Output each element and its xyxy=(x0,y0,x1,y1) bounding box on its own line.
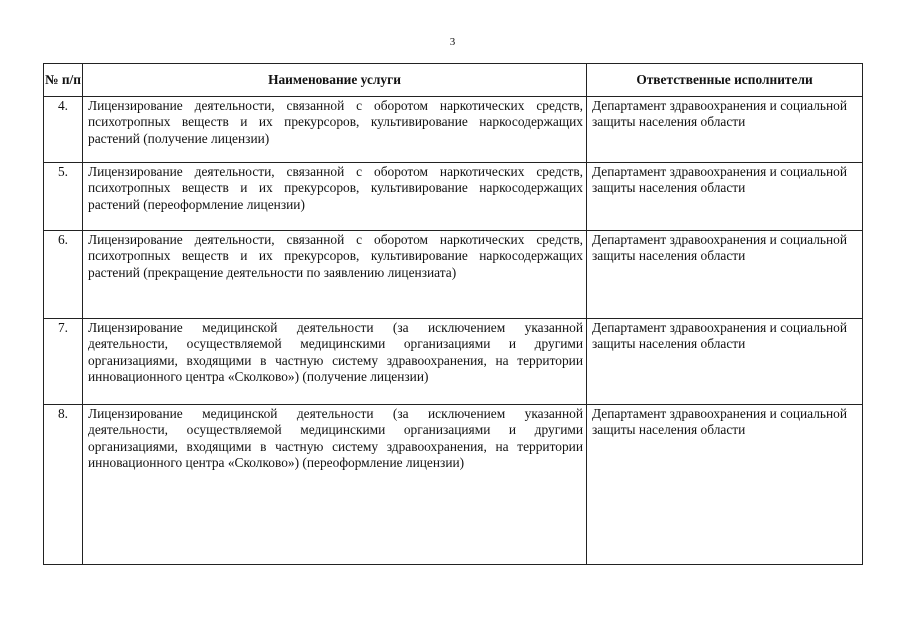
header-responsible: Ответственные исполнители xyxy=(587,64,863,97)
row-number: 5. xyxy=(44,163,83,231)
responsible-executor: Департамент здравоохранения и социальной защиты населения области xyxy=(587,231,863,319)
table-row xyxy=(44,231,863,319)
table-row xyxy=(44,319,863,405)
service-name: Лицензирование деятельности, связанной с оборотом наркотических средств, психотропных веществ и их прекурсоров, культивирование наркосодержащих растений (переоформление лицензии) xyxy=(88,164,583,212)
service-name: Лицензирование деятельности, связанной с оборотом наркотических средств, психотропных веществ и их прекурсоров, культивирование наркосодержащих растений (прекращение деятельности по заявлению лицензиата) xyxy=(88,232,583,280)
service-name-cell xyxy=(83,405,587,565)
services-table xyxy=(43,63,863,565)
row-number: 7. xyxy=(44,319,83,405)
service-name: Лицензирование медицинской деятельности (за исключением указанной деятельности, осуществляемой медицинскими организациями и другими организациями, входящими в частную систему здравоохранения, на территории инновационного центра «Сколково») (переоформление лицензии) xyxy=(88,406,583,470)
header-number: № п/п xyxy=(44,64,83,97)
responsible-executor: Департамент здравоохранения и социальной защиты населения области xyxy=(587,319,863,405)
responsible-executor: Департамент здравоохранения и социальной защиты населения области xyxy=(587,163,863,231)
service-name-cell xyxy=(83,231,587,319)
row-number: 8. xyxy=(44,405,83,565)
table-row xyxy=(44,163,863,231)
table-row xyxy=(44,97,863,163)
responsible-executor: Департамент здравоохранения и социальной защиты населения области xyxy=(587,405,863,565)
header-service-name: Наименование услуги xyxy=(83,64,587,97)
service-name-cell xyxy=(83,163,587,231)
row-number: 6. xyxy=(44,231,83,319)
row-number: 4. xyxy=(44,97,83,163)
service-name-cell xyxy=(83,319,587,405)
responsible-executor: Департамент здравоохранения и социальной защиты населения области xyxy=(587,97,863,163)
service-name: Лицензирование медицинской деятельности (за исключением указанной деятельности, осуществляемой медицинскими организациями и другими организациями, входящими в частную систему здравоохранения, на территории инновационного центра «Сколково») (получение лицензии) xyxy=(88,320,583,384)
service-name: Лицензирование деятельности, связанной с оборотом наркотических средств, психотропных веществ и их прекурсоров, культивирование наркосодержащих растений (получение лицензии) xyxy=(88,98,583,146)
table-row xyxy=(44,405,863,565)
service-name-cell xyxy=(83,97,587,163)
table-header-row xyxy=(44,64,863,97)
page-number: 3 xyxy=(449,36,456,48)
